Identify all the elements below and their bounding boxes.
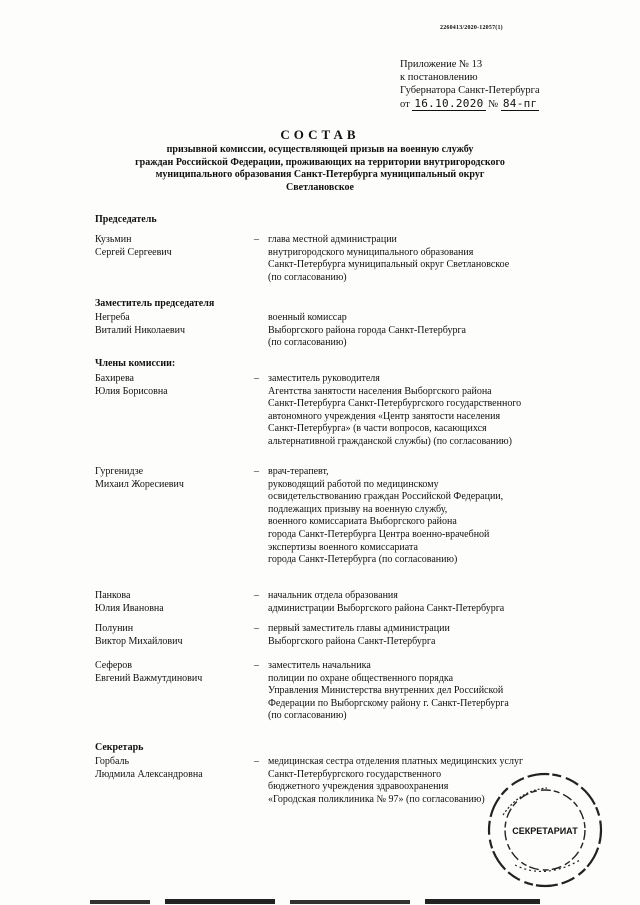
role-line: (по согласованию) [268, 710, 347, 722]
given-name: Юлия Ивановна [95, 602, 164, 614]
document-title: СОСТАВ [280, 127, 360, 142]
role-line: военный комиссар [268, 312, 347, 323]
role-line: (по согласованию) [268, 271, 347, 283]
subtitle-line: призывной комиссии, осуществляющей призыв на военную службу [166, 144, 474, 155]
person-role [268, 590, 504, 615]
seal-stamp-icon [485, 770, 605, 890]
role-line: Выборгского района Санкт-Петербурга [268, 635, 436, 647]
role-line: внутригородского муниципального образования [268, 246, 474, 258]
person-name [95, 234, 172, 259]
scan-artifact [90, 898, 550, 905]
given-name: Виталий Николаевич [95, 324, 185, 336]
person-role [268, 466, 503, 567]
role-line: Управления Министерства внутренних дел Российской [268, 685, 504, 697]
role-line: врач-терапевт, [268, 466, 329, 477]
role-line: города Санкт-Петербурга (по согласованию) [268, 554, 458, 566]
person-role [268, 312, 466, 350]
role-line: первый заместитель главы администрации [268, 623, 450, 634]
surname: Гургенидзе [95, 466, 144, 477]
role-line: военного комиссариата Выборгского района [268, 516, 457, 528]
person-role [268, 373, 521, 449]
role-line: заместитель начальника [268, 660, 371, 671]
decree-number: 84-пг [502, 97, 538, 110]
role-line: Санкт-Петербурга» (в части вопросов, касающихся [268, 423, 487, 435]
role-line: Выборгского района города Санкт-Петербурга [268, 324, 466, 336]
person-name [95, 756, 203, 781]
role-line: подлежащих призыву на военную службу, [268, 503, 448, 515]
subtitle-line: муниципального образования Санкт-Петербурга муниципальный округ [155, 169, 485, 180]
section-members: Члены комиссии: [95, 358, 176, 369]
dash: – [254, 373, 259, 384]
role-line: полиции по охране общественного порядка [268, 672, 454, 684]
role-line: «Городская поликлиника № 97» (по согласованию) [268, 793, 485, 805]
surname: Полунин [95, 623, 134, 634]
role-line: начальник отдела образования [268, 590, 398, 601]
role-line: бюджетного учреждения здравоохранения [268, 781, 449, 793]
given-name: Сергей Сергеевич [95, 246, 172, 258]
given-name: Людмила Александровна [95, 768, 203, 780]
appendix-line: Губернатора Санкт-Петербурга [400, 85, 540, 96]
role-line: (по согласованию) [268, 337, 347, 349]
date-prefix: от [400, 99, 410, 110]
person-role [268, 234, 509, 284]
person-name [95, 466, 184, 491]
role-line: автономного учреждения «Центр занятости населения [268, 410, 501, 422]
given-name: Юлия Борисовна [95, 385, 168, 397]
dash: – [254, 756, 259, 767]
subtitle-line: граждан Российской Федерации, проживающих на территории внутригородского [135, 156, 505, 168]
document-subtitle [130, 144, 510, 194]
person-name [95, 623, 182, 648]
person-name [95, 312, 185, 337]
section-secretary: Секретарь [95, 742, 144, 753]
dash: – [254, 590, 259, 601]
dash: – [254, 623, 259, 634]
given-name: Виктор Михайлович [95, 635, 183, 647]
given-name: Евгений Важмутдинович [95, 672, 203, 684]
role-line: руководящий работой по медицинскому [268, 478, 439, 490]
surname: Панкова [95, 590, 131, 601]
surname: Негреба [95, 312, 130, 323]
number-prefix: № [488, 99, 499, 110]
role-line: Санкт-Петербургского государственного [268, 768, 442, 780]
role-line: экспертизы военного комиссариата [268, 541, 418, 553]
subtitle-line: Светлановское [286, 181, 354, 193]
person-role [268, 660, 509, 723]
decree-date: 16.10.2020 [414, 97, 484, 110]
surname: Сеферов [95, 660, 132, 671]
role-line: Федерации по Выборгскому району г. Санкт-Петербурга [268, 697, 509, 709]
appendix-line: Приложение № 13 [400, 59, 483, 70]
role-line: альтернативной гражданской службы) (по согласованию) [268, 435, 512, 447]
role-line: администрации Выборгского района Санкт-Петербурга [268, 602, 505, 614]
person-role [268, 623, 450, 648]
appendix-date-line [400, 97, 540, 111]
surname: Горбаль [95, 756, 130, 767]
role-line: глава местной администрации [268, 234, 397, 245]
person-name [95, 373, 168, 398]
person-name [95, 590, 164, 615]
stamp-text: СЕКРЕТАРИАТ [512, 826, 578, 836]
surname: Бахирева [95, 373, 134, 384]
role-line: заместитель руководителя [268, 373, 380, 384]
role-line: Агентства занятости населения Выборгского района [268, 385, 492, 397]
dash: – [254, 234, 259, 245]
document-number: 2260413/2020-12057(1) [440, 25, 503, 31]
person-name [95, 660, 202, 685]
appendix-block [400, 58, 540, 111]
dash: – [254, 466, 259, 477]
given-name: Михаил Жоресиевич [95, 478, 184, 490]
section-chairman: Председатель [95, 214, 157, 225]
role-line: города Санкт-Петербурга Центра военно-врачебной [268, 528, 490, 540]
role-line: Санкт-Петербурга муниципальный округ Светлановское [268, 259, 510, 271]
role-line: медицинская сестра отделения платных медицинских услуг [268, 756, 524, 767]
section-deputy: Заместитель председателя [95, 298, 215, 309]
surname: Кузьмин [95, 234, 132, 245]
role-line: Санкт-Петербурга Санкт-Петербургского государственного [268, 398, 522, 410]
dash: – [254, 660, 259, 671]
appendix-line: к постановлению [400, 72, 478, 83]
role-line: освидетельствованию граждан Российской Федерации, [268, 491, 504, 503]
